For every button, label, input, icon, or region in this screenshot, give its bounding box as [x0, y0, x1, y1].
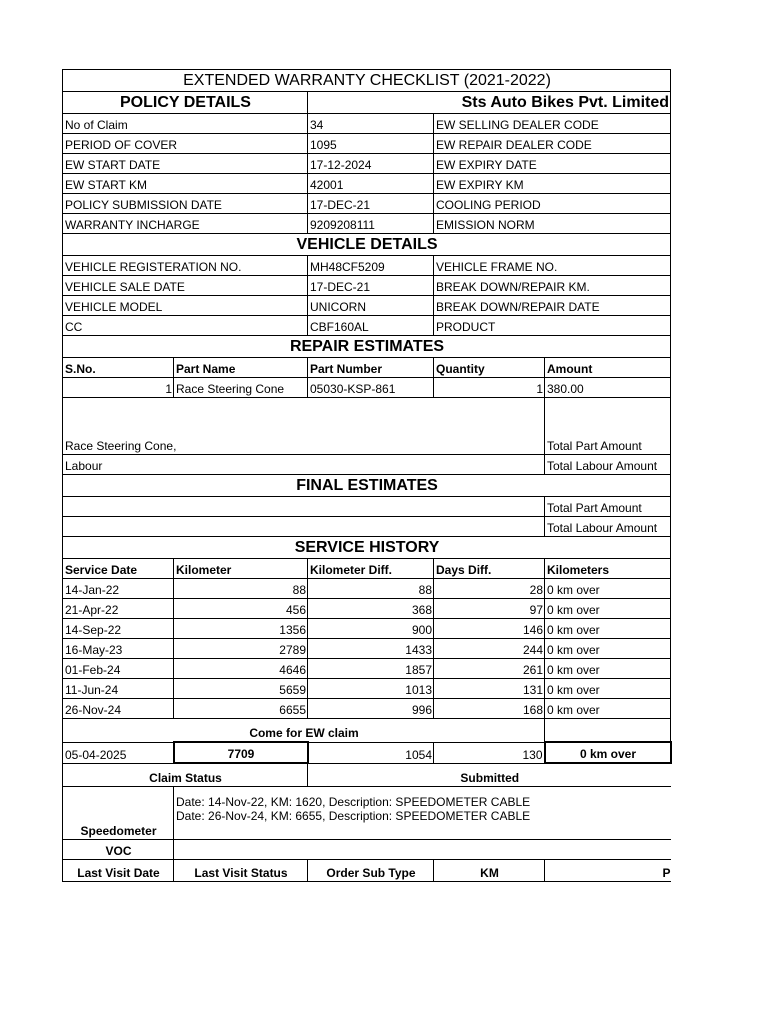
vehicle-value: 17-DEC-21 [308, 276, 434, 296]
voc-value [174, 840, 671, 860]
col-part-number: Part Number [308, 358, 434, 378]
policy-label: POLICY SUBMISSION DATE [63, 194, 308, 214]
final-part-blank [63, 497, 545, 517]
ew-claim-km-diff: 1054 [308, 742, 434, 763]
repair-header-row [63, 358, 671, 378]
repair-summary-parts-row [63, 398, 671, 455]
service-km: 5659 [174, 679, 308, 699]
policy-value: 34 [308, 114, 434, 134]
col-days-diff: Days Diff. [434, 559, 545, 579]
repair-summary-parts: Race Steering Cone, [63, 398, 545, 455]
speedometer-note: Date: 14-Nov-22, KM: 1620, Description: SPEEDOMETER CABLE [176, 795, 531, 809]
policy-label-2: EW REPAIR DEALER CODE [434, 134, 671, 154]
vehicle-label-2: VEHICLE FRAME NO. [434, 256, 671, 276]
ew-claim-label: Come for EW claim [63, 719, 545, 743]
ew-claim-label-row [63, 719, 671, 743]
final-total-labour-label: Total Labour Amount [545, 517, 671, 537]
service-date: 14-Jan-22 [63, 579, 174, 599]
repair-part-number: 05030-KSP-861 [308, 378, 434, 398]
policy-label: No of Claim [63, 114, 308, 134]
vehicle-value: CBF160AL [308, 316, 434, 336]
repair-summary-labour-row [63, 455, 671, 475]
col-km: KM [434, 860, 545, 882]
service-days-diff: 97 [434, 599, 545, 619]
col-last-visit-status: Last Visit Status [174, 860, 308, 882]
policy-value: 17-12-2024 [308, 154, 434, 174]
policy-value: 42001 [308, 174, 434, 194]
service-days-diff: 244 [434, 639, 545, 659]
service-date: 16-May-23 [63, 639, 174, 659]
service-days-diff: 131 [434, 679, 545, 699]
col-amount: Amount [545, 358, 671, 378]
service-date: 21-Apr-22 [63, 599, 174, 619]
service-km-diff: 996 [308, 699, 434, 719]
col-kilometer-diff: Kilometer Diff. [308, 559, 434, 579]
col-kilometers: Kilometers [545, 559, 671, 579]
vehicle-label: CC [63, 316, 308, 336]
col-p-truncated: P [545, 860, 671, 882]
speedometer-note: Date: 26-Nov-24, KM: 6655, Description: SPEEDOMETER CABLE [176, 809, 531, 823]
repair-sno: 1 [63, 378, 174, 398]
service-km: 2789 [174, 639, 308, 659]
service-km-diff: 1857 [308, 659, 434, 679]
claim-status-row [63, 763, 671, 787]
final-estimates-heading: FINAL ESTIMATES [63, 475, 671, 497]
vehicle-details-heading: VEHICLE DETAILS [63, 234, 671, 256]
final-part-row [63, 497, 671, 517]
vehicle-row [63, 296, 671, 316]
dealer-name: Sts Auto Bikes Pvt. Limited [308, 92, 671, 114]
service-kms: 0 km over [545, 699, 671, 719]
service-kms: 0 km over [545, 599, 671, 619]
ew-claim-km: 7709 [174, 742, 308, 763]
col-order-sub-type: Order Sub Type [308, 860, 434, 882]
policy-row [63, 194, 671, 214]
vehicle-label: VEHICLE MODEL [63, 296, 308, 316]
service-kms: 0 km over [545, 619, 671, 639]
vehicle-row [63, 316, 671, 336]
service-km-diff: 88 [308, 579, 434, 599]
service-km: 1356 [174, 619, 308, 639]
policy-value: 1095 [308, 134, 434, 154]
repair-part-name: Race Steering Cone [174, 378, 308, 398]
service-days-diff: 28 [434, 579, 545, 599]
service-row [63, 699, 671, 719]
vehicle-row [63, 256, 671, 276]
service-km: 456 [174, 599, 308, 619]
service-row [63, 639, 671, 659]
voc-label: VOC [63, 840, 174, 860]
ew-claim-date: 05-04-2025 [63, 742, 174, 763]
service-km: 4646 [174, 659, 308, 679]
col-kilometer: Kilometer [174, 559, 308, 579]
service-km-diff: 1013 [308, 679, 434, 699]
policy-row [63, 214, 671, 234]
voc-row [63, 840, 671, 860]
service-kms: 0 km over [545, 639, 671, 659]
service-date: 26-Nov-24 [63, 699, 174, 719]
repair-amount: 380.00 [545, 378, 671, 398]
policy-label: WARRANTY INCHARGE [63, 214, 308, 234]
policy-value: 9209208111 [308, 214, 434, 234]
repair-row [63, 378, 671, 398]
col-last-visit-date: Last Visit Date [63, 860, 174, 882]
policy-label-2: EW EXPIRY KM [434, 174, 671, 194]
policy-label-2: EMISSION NORM [434, 214, 671, 234]
vehicle-label: VEHICLE REGISTERATION NO. [63, 256, 308, 276]
checklist-table [62, 69, 672, 882]
sheet-title: EXTENDED WARRANTY CHECKLIST (2021-2022) [63, 70, 671, 92]
service-date: 01-Feb-24 [63, 659, 174, 679]
last-visit-header-row [63, 860, 671, 882]
service-km-diff: 900 [308, 619, 434, 639]
policy-rows [63, 114, 671, 234]
policy-label: EW START DATE [63, 154, 308, 174]
final-labour-row [63, 517, 671, 537]
vehicle-label-2: BREAK DOWN/REPAIR DATE [434, 296, 671, 316]
col-part-name: Part Name [174, 358, 308, 378]
policy-row [63, 134, 671, 154]
warranty-checklist-sheet [62, 69, 670, 882]
service-row [63, 659, 671, 679]
service-kms: 0 km over [545, 659, 671, 679]
final-total-part-label: Total Part Amount [545, 497, 671, 517]
vehicle-value: MH48CF5209 [308, 256, 434, 276]
repair-estimates-heading: REPAIR ESTIMATES [63, 336, 671, 358]
service-km: 88 [174, 579, 308, 599]
repair-summary-labour: Labour [63, 455, 545, 475]
service-days-diff: 261 [434, 659, 545, 679]
col-sno: S.No. [63, 358, 174, 378]
claim-status-value: Submitted [308, 763, 671, 787]
total-part-amount-label: Total Part Amount [545, 398, 671, 455]
col-quantity: Quantity [434, 358, 545, 378]
service-kms: 0 km over [545, 679, 671, 699]
col-service-date: Service Date [63, 559, 174, 579]
policy-details-heading: POLICY DETAILS [63, 92, 308, 114]
service-history-heading: SERVICE HISTORY [63, 537, 671, 559]
policy-row [63, 114, 671, 134]
service-date: 14-Sep-22 [63, 619, 174, 639]
vehicle-row [63, 276, 671, 296]
policy-label-2: EW SELLING DEALER CODE [434, 114, 671, 134]
ew-claim-row [63, 742, 671, 763]
policy-label: PERIOD OF COVER [63, 134, 308, 154]
policy-label: EW START KM [63, 174, 308, 194]
service-km-diff: 1433 [308, 639, 434, 659]
service-days-diff: 168 [434, 699, 545, 719]
policy-label-2: COOLING PERIOD [434, 194, 671, 214]
policy-value: 17-DEC-21 [308, 194, 434, 214]
policy-row [63, 174, 671, 194]
service-row [63, 619, 671, 639]
total-labour-amount-label: Total Labour Amount [545, 455, 671, 475]
repair-quantity: 1 [434, 378, 545, 398]
vehicle-label-2: BREAK DOWN/REPAIR KM. [434, 276, 671, 296]
service-km: 6655 [174, 699, 308, 719]
speedometer-label: Speedometer [63, 787, 174, 840]
service-kms: 0 km over [545, 579, 671, 599]
service-header-row [63, 559, 671, 579]
ew-claim-label-blank [545, 719, 671, 743]
policy-label-2: EW EXPIRY DATE [434, 154, 671, 174]
service-days-diff: 146 [434, 619, 545, 639]
speedometer-row [63, 787, 671, 840]
service-row [63, 579, 671, 599]
ew-claim-kms: 0 km over [545, 742, 671, 763]
service-row [63, 679, 671, 699]
vehicle-label-2: PRODUCT [434, 316, 671, 336]
service-row [63, 599, 671, 619]
policy-row [63, 154, 671, 174]
final-labour-blank [63, 517, 545, 537]
service-km-diff: 368 [308, 599, 434, 619]
claim-status-label: Claim Status [63, 763, 308, 787]
speedometer-notes [174, 787, 671, 840]
vehicle-value: UNICORN [308, 296, 434, 316]
ew-claim-days-diff: 130 [434, 742, 545, 763]
service-date: 11-Jun-24 [63, 679, 174, 699]
vehicle-label: VEHICLE SALE DATE [63, 276, 308, 296]
